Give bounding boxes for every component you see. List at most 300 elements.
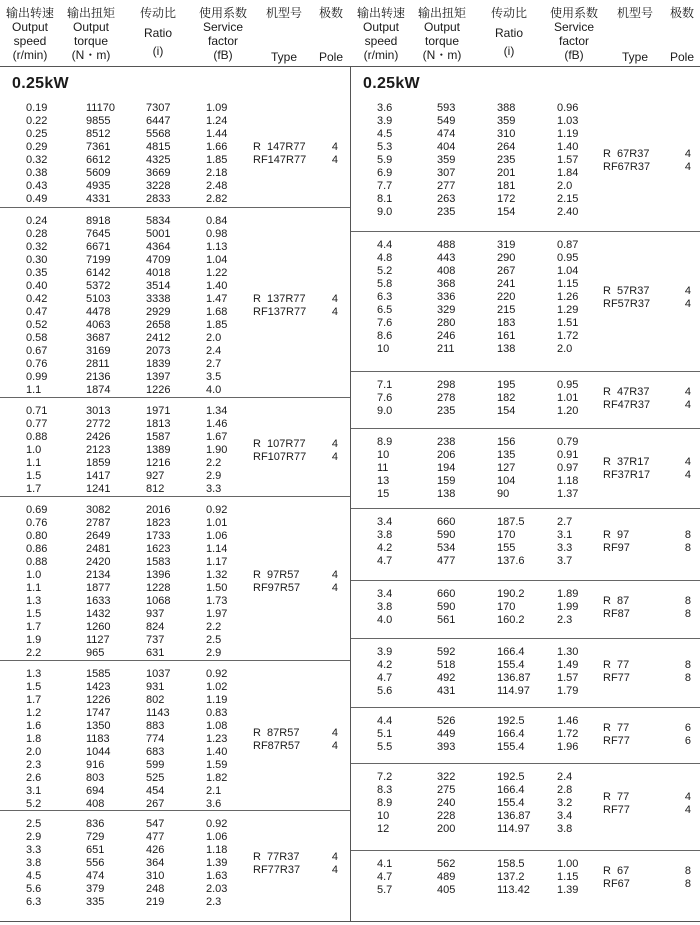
cell-factor: 1.72	[557, 728, 579, 740]
cell-torque: 3082	[86, 504, 111, 516]
cell-torque: 240	[437, 797, 456, 809]
cell-torque: 526	[437, 715, 456, 727]
cell-ratio: 154	[497, 206, 516, 218]
header-factor-en2: factor	[558, 34, 589, 48]
header-type	[607, 6, 663, 66]
cell-torque: 5103	[86, 293, 111, 305]
cell-factor: 1.72	[557, 330, 579, 342]
cell-torque: 263	[437, 193, 456, 205]
table-row	[0, 102, 250, 115]
cell-torque: 836	[86, 818, 105, 830]
cell-torque: 651	[86, 844, 105, 856]
cell-ratio: 138	[497, 343, 516, 355]
model-type-name: RF67R37	[603, 160, 651, 173]
cell-ratio: 136.87	[497, 810, 531, 822]
model-type-name: R 137R77	[253, 293, 306, 305]
cell-torque: 562	[437, 858, 456, 870]
pole-value: 4	[331, 726, 338, 739]
table-row	[0, 293, 250, 306]
cell-torque: 277	[437, 180, 456, 192]
pole-value: 8	[684, 607, 691, 620]
cell-torque: 3013	[86, 405, 111, 417]
cell-factor: 2.0	[206, 332, 222, 344]
cell-speed: 0.35	[26, 267, 48, 279]
pole-value: 4	[331, 582, 338, 594]
table-row	[351, 601, 601, 614]
cell-ratio: 154	[497, 405, 516, 417]
cell-torque: 7645	[86, 228, 111, 240]
cell-torque: 5609	[86, 167, 111, 179]
cell-torque: 449	[437, 728, 456, 740]
cell-factor: 3.7	[557, 555, 573, 567]
header-torque	[62, 6, 120, 62]
cell-ratio: 267	[497, 265, 516, 277]
table-row	[351, 884, 601, 897]
table-row	[0, 115, 250, 128]
cell-torque: 138	[437, 488, 456, 500]
group-separator	[351, 231, 700, 232]
cell-torque: 359	[437, 154, 456, 166]
power-title: 0.25kW	[12, 75, 69, 92]
cell-torque: 492	[437, 672, 456, 684]
cell-factor: 1.17	[206, 556, 228, 568]
table-row	[351, 715, 601, 728]
cell-speed: 3.9	[377, 646, 393, 658]
cell-speed: 3.8	[377, 529, 393, 541]
cell-factor: 3.2	[557, 797, 573, 809]
table-row	[351, 206, 601, 219]
cell-factor: 3.4	[557, 810, 573, 822]
cell-ratio: 170	[497, 601, 516, 613]
pole-value: 4	[684, 398, 691, 411]
cell-factor: 1.66	[206, 141, 228, 153]
table-row	[0, 267, 250, 280]
header-ratio-cn: 传动比	[139, 6, 176, 20]
column-divider	[350, 66, 351, 921]
pole-value: 4	[331, 293, 338, 305]
header-speed-en1: Output	[362, 20, 400, 34]
cell-torque: 1633	[86, 595, 111, 607]
cell-ratio: 136.87	[497, 672, 531, 684]
table-row	[351, 542, 601, 555]
cell-torque: 1350	[86, 720, 111, 732]
header-pole-en: Pole	[669, 50, 695, 64]
pole-value: 6	[684, 721, 691, 734]
pole-count	[651, 456, 691, 482]
cell-speed: 4.4	[377, 239, 393, 251]
cell-speed: 11	[377, 462, 389, 474]
table-row	[351, 436, 601, 449]
table-row	[0, 556, 250, 569]
table-row	[0, 694, 250, 707]
table-row	[0, 444, 250, 457]
cell-torque: 3169	[86, 345, 111, 357]
table-row	[0, 167, 250, 180]
cell-factor: 1.44	[206, 128, 228, 140]
table-row	[351, 379, 601, 392]
cell-ratio: 1068	[146, 595, 171, 607]
table-row	[351, 252, 601, 265]
cell-speed: 0.69	[26, 504, 48, 516]
cell-speed: 0.32	[26, 154, 48, 166]
table-row	[0, 733, 250, 746]
model-type-name: RF47R37	[603, 398, 651, 411]
table-row	[0, 759, 250, 772]
cell-speed: 10	[377, 449, 390, 461]
cell-torque: 592	[437, 646, 456, 658]
cell-torque: 488	[437, 239, 456, 251]
pole-count	[651, 865, 691, 891]
cell-ratio: 166.4	[497, 728, 525, 740]
cell-factor: 0.97	[557, 462, 579, 474]
cell-speed: 1.1	[26, 582, 42, 594]
table-row	[351, 330, 601, 343]
header-speed-en1: Output	[11, 20, 49, 34]
cell-speed: 0.28	[26, 228, 48, 240]
pole-value: 4	[684, 284, 691, 297]
cell-ratio: 7307	[146, 102, 171, 114]
cell-speed: 6.9	[377, 167, 393, 179]
cell-ratio: 166.4	[497, 784, 525, 796]
cell-torque: 1417	[86, 470, 111, 482]
table-row	[0, 883, 250, 896]
cell-speed: 4.7	[377, 672, 393, 684]
cell-speed: 0.19	[26, 102, 48, 114]
table-row	[351, 265, 601, 278]
model-type-name: R 87R57	[253, 726, 300, 739]
cell-torque: 1859	[86, 457, 111, 469]
cell-ratio: 127	[497, 462, 516, 474]
cell-ratio: 4815	[146, 141, 171, 153]
cell-ratio: 267	[146, 798, 165, 810]
header-type-en: Type	[621, 50, 648, 64]
cell-speed: 5.6	[377, 685, 393, 697]
cell-ratio: 290	[497, 252, 516, 264]
cell-speed: 5.1	[377, 728, 393, 740]
pole-count	[298, 727, 338, 753]
cell-torque: 1183	[86, 733, 110, 745]
table-row	[0, 457, 250, 470]
header-torque	[413, 6, 471, 62]
pole-count	[298, 851, 338, 877]
pole-value: 4	[331, 306, 338, 318]
cell-speed: 0.76	[26, 358, 48, 370]
cell-ratio: 241	[497, 278, 516, 290]
cell-factor: 1.67	[206, 431, 228, 443]
cell-factor: 1.37	[557, 488, 579, 500]
table-row	[0, 595, 250, 608]
model-type-name: RF87R57	[253, 739, 301, 752]
cell-ratio: 155.4	[497, 659, 525, 671]
pole-count	[298, 569, 338, 595]
cell-factor: 1.34	[206, 405, 228, 417]
table-row	[351, 488, 601, 501]
cell-speed: 3.9	[377, 115, 393, 127]
header-rule	[0, 66, 350, 67]
cell-ratio: 364	[146, 857, 165, 869]
header-torque-en1: Output	[72, 20, 110, 34]
pole-value: 8	[684, 877, 691, 890]
cell-factor: 2.8	[557, 784, 573, 796]
table-row	[0, 647, 250, 660]
table-row	[0, 681, 250, 694]
table-row	[351, 180, 601, 193]
table-row	[0, 608, 250, 621]
cell-torque: 489	[437, 871, 456, 883]
cell-ratio: 1037	[146, 668, 171, 680]
cell-speed: 1.5	[26, 608, 42, 620]
cell-factor: 1.97	[206, 608, 228, 620]
cell-speed: 4.4	[377, 715, 393, 727]
cell-ratio: 114.97	[497, 685, 530, 697]
cell-speed: 5.9	[377, 154, 393, 166]
table-row	[0, 193, 250, 206]
pole-value: 4	[684, 790, 691, 803]
cell-factor: 1.22	[206, 267, 228, 279]
pole-value: 4	[331, 450, 338, 463]
table-row	[351, 823, 601, 836]
cell-factor: 1.20	[557, 405, 579, 417]
cell-ratio: 192.5	[497, 715, 525, 727]
cell-torque: 729	[86, 831, 105, 843]
cell-speed: 0.42	[26, 293, 48, 305]
cell-speed: 3.4	[377, 516, 393, 528]
cell-ratio: 1733	[146, 530, 171, 542]
cell-speed: 1.7	[26, 621, 42, 633]
cell-factor: 1.85	[206, 154, 228, 166]
cell-factor: 1.01	[206, 517, 228, 529]
cell-factor: 3.3	[557, 542, 573, 554]
cell-factor: 2.5	[206, 634, 222, 646]
cell-torque: 1432	[86, 608, 111, 620]
cell-speed: 8.6	[377, 330, 393, 342]
cell-ratio: 104	[497, 475, 516, 487]
cell-speed: 15	[377, 488, 390, 500]
cell-ratio: 137.2	[497, 871, 525, 883]
model-type-name: RF147R77	[253, 154, 307, 166]
cell-factor: 0.92	[206, 668, 228, 680]
model-type-name: RF37R17	[603, 468, 651, 481]
cell-torque: 1241	[86, 483, 111, 495]
cell-ratio: 161	[497, 330, 516, 342]
group-separator	[0, 660, 350, 661]
model-type-name: R 47R37	[603, 385, 650, 398]
model-type	[603, 386, 650, 412]
cell-ratio: 195	[497, 379, 516, 391]
table-row	[351, 462, 601, 475]
table-row	[351, 115, 601, 128]
table-row	[0, 785, 250, 798]
cell-torque: 368	[437, 278, 456, 290]
cell-speed: 9.0	[377, 405, 393, 417]
cell-torque: 4478	[86, 306, 111, 318]
pole-value: 8	[684, 594, 691, 607]
header-pole-cn: 极数	[669, 6, 694, 20]
pole-count	[651, 595, 691, 621]
pole-value: 8	[684, 672, 691, 684]
table-row	[0, 634, 250, 647]
header-torque-en2: torque	[73, 34, 109, 48]
header-torque-unit: (N・m)	[71, 48, 111, 62]
cell-ratio: 1397	[146, 371, 171, 383]
cell-speed: 1.5	[26, 681, 42, 693]
table-row	[0, 818, 250, 831]
cell-factor: 0.95	[557, 379, 579, 391]
cell-torque: 2787	[86, 517, 111, 529]
pole-count	[651, 722, 691, 748]
cell-factor: 1.46	[206, 418, 228, 430]
cell-speed: 12	[377, 823, 390, 835]
cell-ratio: 220	[497, 291, 516, 303]
cell-speed: 1.0	[26, 569, 42, 581]
cell-torque: 235	[437, 405, 456, 417]
pole-value: 4	[684, 385, 691, 398]
cell-factor: 1.19	[557, 128, 579, 140]
pole-count	[651, 791, 691, 817]
cell-ratio: 1226	[146, 384, 171, 396]
cell-speed: 0.71	[26, 405, 48, 417]
model-type	[603, 529, 630, 555]
table-row	[0, 358, 250, 371]
cell-factor: 1.73	[206, 595, 228, 607]
pole-value: 8	[684, 659, 691, 671]
cell-torque: 408	[437, 265, 456, 277]
cell-factor: 2.4	[557, 771, 573, 783]
cell-ratio: 812	[146, 483, 165, 495]
table-row	[351, 405, 601, 418]
cell-torque: 1260	[86, 621, 111, 633]
cell-speed: 0.25	[26, 128, 48, 140]
header-ratio-unit: (i)	[503, 44, 515, 58]
bottom-border	[0, 921, 700, 922]
cell-speed: 4.7	[377, 555, 393, 567]
table-row	[351, 304, 601, 317]
cell-factor: 0.92	[206, 818, 228, 830]
cell-speed: 5.2	[377, 265, 393, 277]
pole-value: 4	[331, 739, 338, 752]
cell-torque: 6142	[86, 267, 111, 279]
cell-ratio: 774	[146, 733, 165, 745]
cell-speed: 0.99	[26, 371, 48, 383]
cell-speed: 0.47	[26, 306, 48, 318]
header-factor-unit: (fB)	[213, 48, 233, 62]
cell-factor: 1.57	[557, 672, 579, 684]
cell-factor: 0.83	[206, 707, 228, 719]
cell-factor: 1.63	[206, 870, 228, 882]
cell-factor: 1.39	[206, 857, 228, 869]
table-row	[351, 529, 601, 542]
cell-speed: 2.3	[26, 759, 42, 771]
model-type	[603, 865, 630, 891]
cell-speed: 2.2	[26, 647, 42, 659]
cell-factor: 1.85	[206, 319, 228, 331]
cell-factor: 1.99	[557, 601, 579, 613]
cell-factor: 1.82	[206, 772, 228, 784]
cell-speed: 0.29	[26, 141, 48, 153]
cell-factor: 1.47	[206, 293, 228, 305]
cell-ratio: 3669	[146, 167, 171, 179]
cell-ratio: 883	[146, 720, 165, 732]
cell-speed: 4.7	[377, 871, 393, 883]
cell-factor: 2.0	[557, 180, 573, 192]
cell-speed: 4.5	[377, 128, 393, 140]
cell-speed: 0.76	[26, 517, 48, 529]
cell-torque: 408	[86, 798, 105, 810]
pole-value: 8	[684, 864, 691, 877]
model-type-name: R 67	[603, 864, 630, 877]
cell-ratio: 192.5	[497, 771, 525, 783]
table-row	[351, 475, 601, 488]
cell-torque: 1585	[86, 668, 111, 680]
header-factor-unit: (fB)	[564, 48, 584, 62]
cell-factor: 2.15	[557, 193, 579, 205]
cell-speed: 0.67	[26, 345, 48, 357]
cell-ratio: 937	[146, 608, 165, 620]
cell-factor: 2.48	[206, 180, 228, 192]
pole-value: 4	[331, 569, 338, 581]
table-row	[0, 831, 250, 844]
cell-torque: 477	[437, 555, 456, 567]
cell-torque: 694	[86, 785, 105, 797]
cell-torque: 1226	[86, 694, 111, 706]
cell-torque: 329	[437, 304, 456, 316]
pole-count	[651, 148, 691, 174]
table-row	[351, 239, 601, 252]
table-row	[0, 141, 250, 154]
cell-ratio: 166.4	[497, 646, 525, 658]
pole-value: 4	[684, 297, 691, 310]
pole-value: 8	[684, 529, 691, 541]
header-type-cn: 机型号	[265, 6, 302, 20]
model-type	[603, 791, 630, 817]
cell-factor: 2.9	[206, 470, 222, 482]
header-torque-cn: 输出扭矩	[66, 6, 115, 20]
header-factor-cn: 使用系数	[198, 6, 247, 20]
cell-torque: 275	[437, 784, 456, 796]
cell-ratio: 1971	[146, 405, 171, 417]
cell-torque: 404	[437, 141, 456, 153]
cell-speed: 0.22	[26, 115, 48, 127]
header-speed	[0, 6, 60, 62]
header-speed-en2: speed	[13, 34, 47, 48]
cell-torque: 1874	[86, 384, 111, 396]
cell-torque: 916	[86, 759, 105, 771]
cell-torque: 660	[437, 588, 456, 600]
table-row	[0, 870, 250, 883]
cell-ratio: 2412	[146, 332, 171, 344]
cell-factor: 2.3	[206, 896, 222, 908]
table-row	[0, 319, 250, 332]
cell-ratio: 160.2	[497, 614, 525, 626]
cell-speed: 4.0	[377, 614, 393, 626]
cell-factor: 1.40	[206, 280, 228, 292]
cell-speed: 4.1	[377, 858, 393, 870]
cell-torque: 2420	[86, 556, 111, 568]
cell-factor: 2.40	[557, 206, 579, 218]
cell-factor: 0.92	[206, 504, 228, 516]
cell-speed: 7.6	[377, 317, 393, 329]
cell-factor: 0.91	[557, 449, 579, 461]
model-type	[603, 148, 650, 174]
table-row	[351, 672, 601, 685]
cell-torque: 2481	[86, 543, 111, 555]
cell-speed: 1.7	[26, 694, 42, 706]
group-separator	[0, 397, 350, 398]
header-rule	[351, 66, 700, 67]
cell-speed: 0.24	[26, 215, 48, 227]
table-row	[351, 858, 601, 871]
cell-factor: 2.7	[557, 516, 573, 528]
